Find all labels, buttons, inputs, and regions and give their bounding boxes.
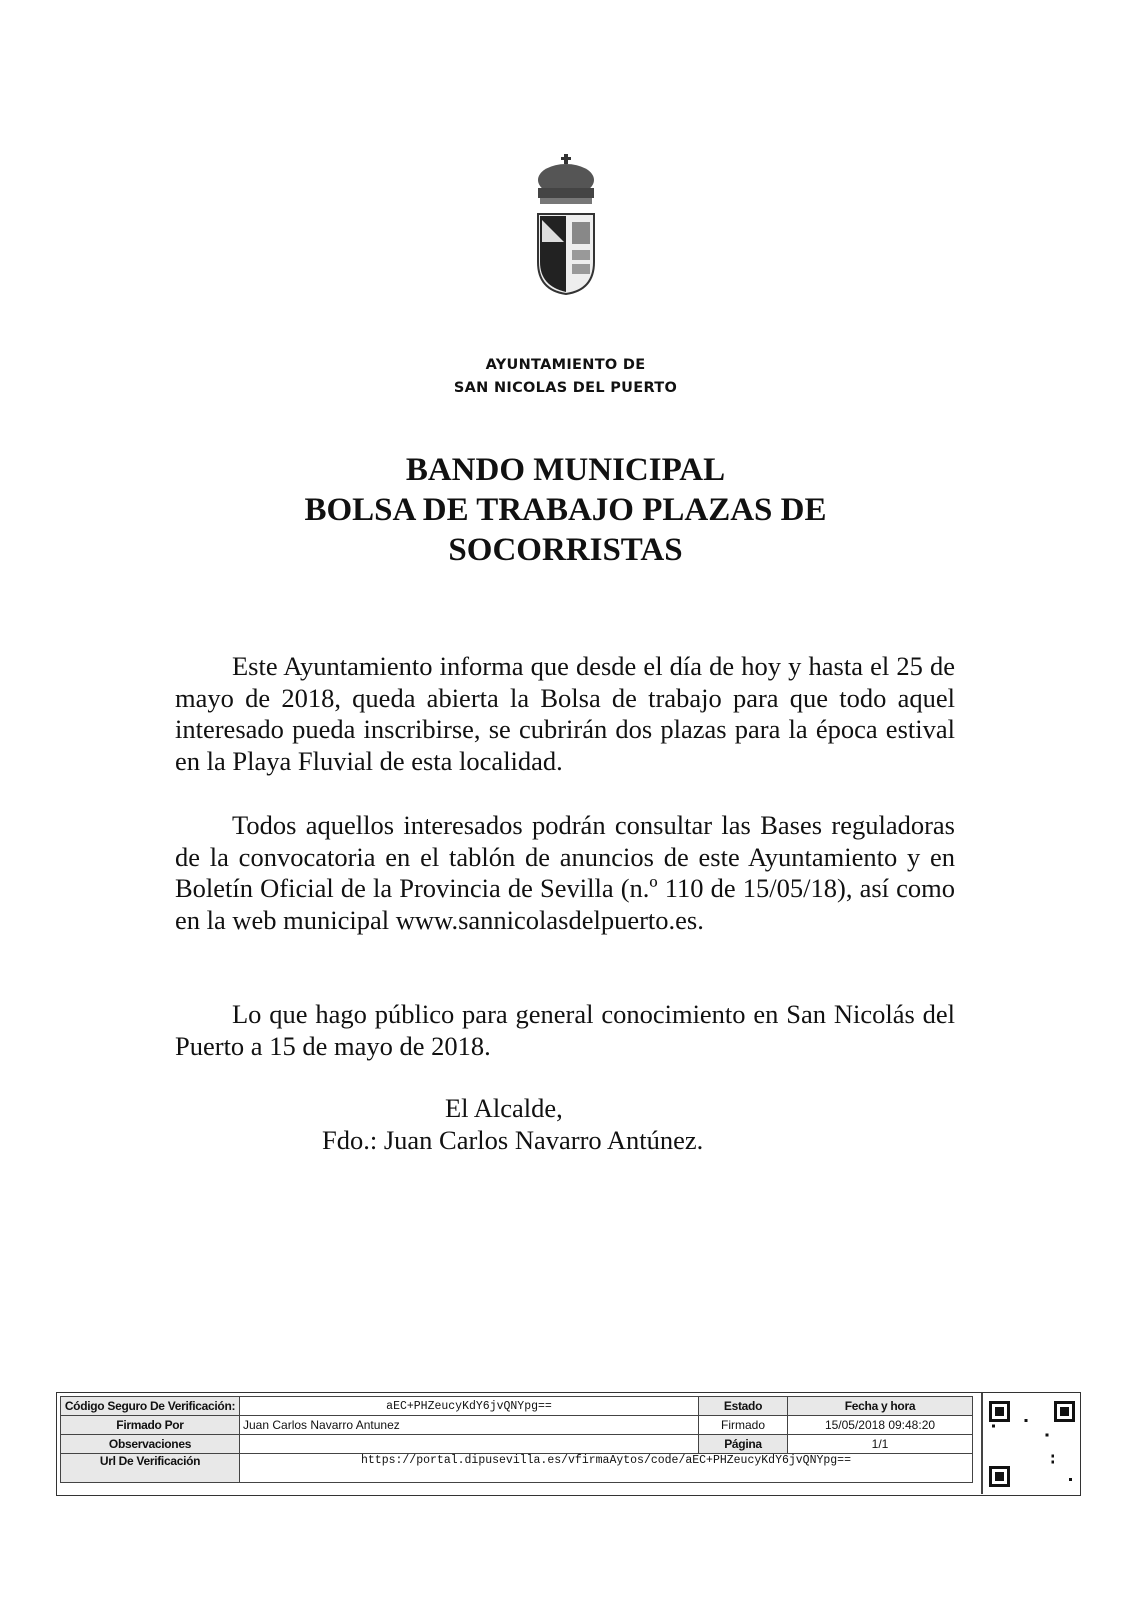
verification-footer — [56, 1392, 1081, 1496]
observaciones-label: Observaciones — [61, 1435, 240, 1454]
paragraph-2 — [175, 810, 955, 936]
qr-code-icon — [989, 1399, 1075, 1489]
pagina-label: Página — [699, 1435, 788, 1454]
url-value[interactable]: https://portal.dipusevilla.es/vfirmaAytos/code/aEC+PHZeucyKdY6jvQNYpg== — [240, 1454, 973, 1483]
estado-value: Firmado — [699, 1416, 788, 1435]
firmado-label: Firmado Por — [61, 1416, 240, 1435]
csv-label: Código Seguro De Verificación: — [61, 1397, 240, 1416]
title-line-3: SOCORRISTAS — [448, 532, 683, 568]
header-line-1: AYUNTAMIENTO DE — [485, 357, 646, 373]
paragraph-2-text: Todos aquellos interesados podrán consultar las Bases reguladoras de la convocatoria en el tablón de anuncios de este Ayuntamiento y en Boletín Oficial de la Provincia de Sevilla (n.º 110 de 15/05/18), así como en la web municipal www.sannicolasdelpuerto.es. — [175, 810, 955, 935]
paragraph-3-text: Lo que hago público para general conocimiento en San Nicolás del Puerto a 15 de mayo de 2018. — [175, 999, 955, 1061]
signature-role: El Alcalde, — [445, 1093, 563, 1123]
verification-table — [60, 1396, 973, 1483]
fecha-label: Fecha y hora — [788, 1397, 973, 1416]
url-label: Url De Verificación — [61, 1454, 240, 1483]
fecha-value: 15/05/2018 09:48:20 — [788, 1416, 973, 1435]
paragraph-3 — [175, 999, 955, 1062]
header-line-2: SAN NICOLAS DEL PUERTO — [453, 380, 678, 396]
title-line-1: BANDO MUNICIPAL — [405, 452, 726, 488]
divider — [981, 1393, 983, 1494]
observaciones-value — [240, 1435, 699, 1454]
coat-of-arms-logo — [528, 152, 604, 298]
title-line-2: BOLSA DE TRABAJO PLAZAS DE — [304, 492, 827, 528]
firmado-value: Juan Carlos Navarro Antunez — [240, 1416, 699, 1435]
paragraph-1-text: Este Ayuntamiento informa que desde el día de hoy y hasta el 25 de mayo de 2018, queda abierta la Bolsa de trabajo para que todo aquel interesado pueda inscribirse, se cubrirán dos plazas para la época estival en la Playa Fluvial de esta localidad. — [175, 651, 955, 776]
signature-name: Fdo.: Juan Carlos Navarro Antúnez. — [322, 1125, 704, 1155]
estado-label: Estado — [699, 1397, 788, 1416]
csv-value: aEC+PHZeucyKdY6jvQNYpg== — [240, 1397, 699, 1416]
pagina-value: 1/1 — [788, 1435, 973, 1454]
document-title — [0, 450, 1131, 570]
paragraph-1 — [175, 651, 955, 777]
